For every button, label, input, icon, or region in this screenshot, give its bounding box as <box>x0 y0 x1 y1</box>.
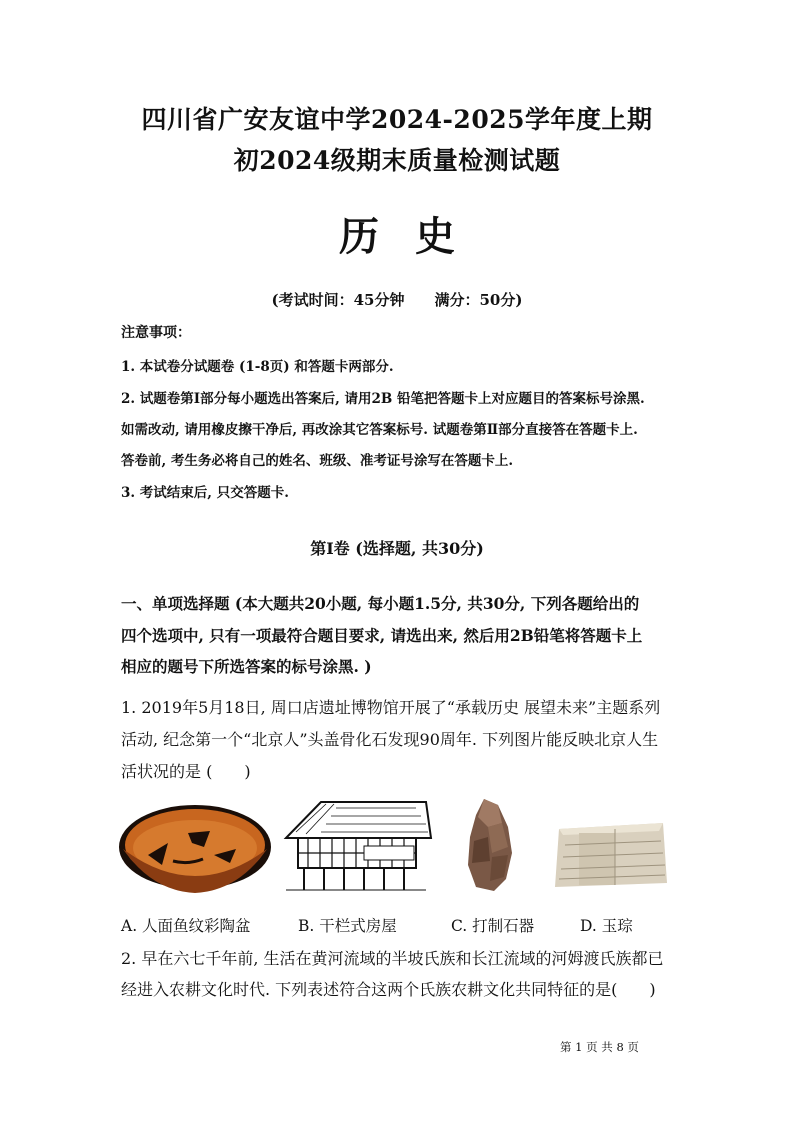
pottery-basin-image <box>118 803 272 895</box>
stilt-house-image <box>276 798 436 892</box>
stone-tool-image <box>464 797 514 893</box>
subject-title: 历史 <box>339 213 491 260</box>
question-2-line: 经进入农耕文化时代. 下列表述符合这两个氏族农耕文化共同特征的是( ) <box>121 980 656 999</box>
notice-item: 如需改动, 请用橡皮擦干净后, 再改涂其它答案标号. 试题卷第Ⅱ部分直接答在答题卡上. <box>121 422 638 438</box>
notice-item: 2. 试题卷第Ⅰ部分每小题选出答案后, 请用2B 铅笔把答题卡上对应题目的答案标号涂黑. <box>121 391 645 407</box>
question-1-line: 活状况的是 ( ) <box>121 762 251 781</box>
full-score: 满分：50分) <box>434 291 523 309</box>
page-footer: 第 1 页 共 8 页 <box>560 1040 639 1054</box>
part-instruction: 一、单项选择题 (本大题共20小题, 每小题1.5分, 共30分, 下列各题给出的 <box>121 594 640 613</box>
question-1-line: 活动, 纪念第一个“北京人”头盖骨化石发现90周年. 下列图片能反映北京人生 <box>121 730 659 749</box>
exam-title-line1: 四川省广安友谊中学2024-2025学年度上期 <box>141 105 653 134</box>
option-a: A. 人面鱼纹彩陶盆 <box>121 917 251 935</box>
notice-heading: 注意事项： <box>121 325 191 341</box>
notice-item: 1. 本试卷分试题卷 (1-8页) 和答题卡两部分. <box>121 359 394 375</box>
section-title: 第Ⅰ卷 (选择题, 共30分) <box>310 539 484 558</box>
question-1-line: 1. 2019年5月18日, 周口店遗址博物馆开展了“承载历史 展望未来”主题系列 <box>121 698 661 717</box>
notice-item: 答卷前, 考生务必将自己的姓名、班级、准考证号涂写在答题卡上. <box>121 453 514 469</box>
option-b: B. 干栏式房屋 <box>298 917 397 935</box>
option-c: C. 打制石器 <box>451 917 535 935</box>
exam-title-line2: 初2024级期末质量检测试题 <box>233 146 561 175</box>
exam-info <box>0 289 794 310</box>
exam-time: (考试时间：45分钟 <box>271 291 405 309</box>
notice-item: 3. 考试结束后, 只交答题卡. <box>121 485 289 501</box>
part-instruction: 四个选项中, 只有一项最符合题目要求, 请选出来, 然后用2B铅笔将答题卡上 <box>121 626 643 645</box>
jade-cong-image <box>551 817 671 893</box>
question-2-line: 2. 早在六七千年前, 生活在黄河流域的半坡氏族和长江流域的河姆渡氏族都已 <box>121 949 664 968</box>
part-instruction: 相应的题号下所选答案的标号涂黑. ) <box>121 657 372 676</box>
option-d: D. 玉琮 <box>580 917 633 935</box>
